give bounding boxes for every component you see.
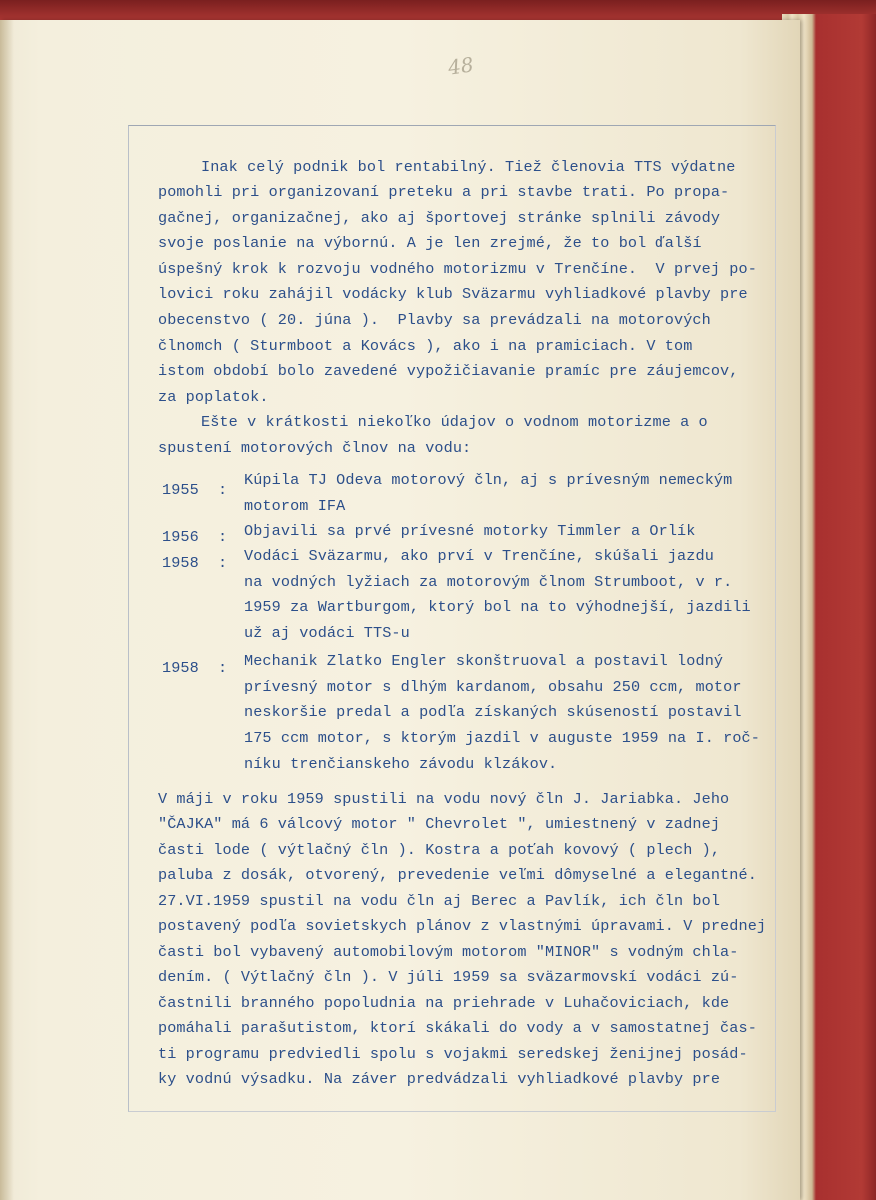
closing-line: postavený podľa sovietskych plánov z vlastnými úpravami. V prednej (158, 917, 767, 935)
timeline-year: 1955 (162, 481, 199, 499)
timeline-year: 1956 (162, 528, 199, 546)
timeline-text: motorom IFA (244, 497, 346, 515)
timeline-year: 1958 (162, 659, 199, 677)
timeline-separator: : (218, 659, 228, 677)
summary-line: Ešte v krátkosti niekoľko údajov o vodnom motorizme a o (201, 413, 708, 431)
closing-line: časti lode ( výtlačný čln ). Kostra a poťah kovový ( plech ), (158, 841, 721, 859)
timeline-text: Mechanik Zlatko Engler skonštruoval a postavil lodný (244, 652, 724, 670)
intro-line: za poplatok. (158, 388, 269, 406)
page-gutter-shadow (0, 20, 14, 1200)
intro-line: člnomch ( Sturmboot a Kovács ), ako i na pramiciach. V tom (158, 337, 693, 355)
intro-line: lovici roku zahájil vodácky klub Sväzarmu vyhliadkové plavby pre (158, 285, 748, 303)
intro-line: Inak celý podnik bol rentabilný. Tiež členovia TTS výdatne (201, 158, 736, 176)
intro-line: svoje poslanie na výbornú. A je len zrejmé, že to bol ďalší (158, 234, 702, 252)
closing-line: dením. ( Výtlačný čln ). V júli 1959 sa sväzarmovskí vodáci zú- (158, 968, 739, 986)
intro-line: úspešný krok k rozvoju vodného motorizmu v Trenčíne. V prvej po- (158, 260, 757, 278)
closing-line: paluba z dosák, otvorený, prevedenie veľmi dômyselné a elegantné. (158, 866, 757, 884)
timeline-text: už aj vodáci TTS-u (244, 624, 410, 642)
closing-line: ti programu predviedli spolu s vojakmi seredskej ženijnej posád- (158, 1045, 748, 1063)
timeline-separator: : (218, 554, 228, 572)
timeline-text: 1959 za Wartburgom, ktorý bol na to výhodnejší, jazdili (244, 598, 751, 616)
timeline-separator: : (218, 528, 228, 546)
timeline-text: neskoršie predal a podľa získaných skúseností postavil (244, 703, 742, 721)
timeline-text: Vodáci Sväzarmu, ako prví v Trenčíne, skúšali jazdu (244, 547, 714, 565)
closing-line: ky vodnú výsadku. Na záver predvádzali vyhliadkové plavby pre (158, 1070, 721, 1088)
intro-line: pomohli pri organizovaní preteku a pri stavbe trati. Po propa- (158, 183, 730, 201)
timeline-text: Kúpila TJ Odeva motorový čln, aj s prívesným nemeckým (244, 471, 733, 489)
intro-line: gačnej, organizačnej, ako aj športovej stránke splnili závody (158, 209, 721, 227)
intro-line: istom období bolo zavedené vypožičiavanie pramíc pre záujemcov, (158, 362, 739, 380)
timeline-year: 1958 (162, 554, 199, 572)
page-number: 48 (446, 52, 475, 80)
timeline-text: Objavili sa prvé prívesné motorky Timmler a Orlík (244, 522, 696, 540)
summary-line: spustení motorových člnov na vodu: (158, 439, 472, 457)
timeline-separator: : (218, 481, 228, 499)
timeline-text: 175 ccm motor, s ktorým jazdil v auguste 1959 na I. roč- (244, 729, 760, 747)
closing-line: 27.VI.1959 spustil na vodu čln aj Berec a Pavlík, ich čln bol (158, 892, 721, 910)
intro-line: obecenstvo ( 20. júna ). Plavby sa prevádzali na motorových (158, 311, 711, 329)
closing-line: častnili branného popoludnia na priehrade v Luhačoviciach, kde (158, 994, 730, 1012)
closing-line: časti bol vybavený automobilovým motorom "MINOR" s vodným chla- (158, 943, 739, 961)
timeline-text: níku trenčianskeho závodu klzákov. (244, 755, 558, 773)
timeline-text: na vodných lyžiach za motorovým člnom Strumboot, v r. (244, 573, 733, 591)
timeline-text: prívesný motor s dlhým kardanom, obsahu 250 ccm, motor (244, 678, 742, 696)
closing-line: V máji v roku 1959 spustili na vodu nový čln J. Jariabka. Jeho (158, 790, 730, 808)
closing-line: "ČAJKA" má 6 válcový motor " Chevrolet ", umiestnený v zadnej (158, 815, 721, 833)
closing-line: pomáhali parašutistom, ktorí skákali do vody a v samostatnej čas- (158, 1019, 757, 1037)
